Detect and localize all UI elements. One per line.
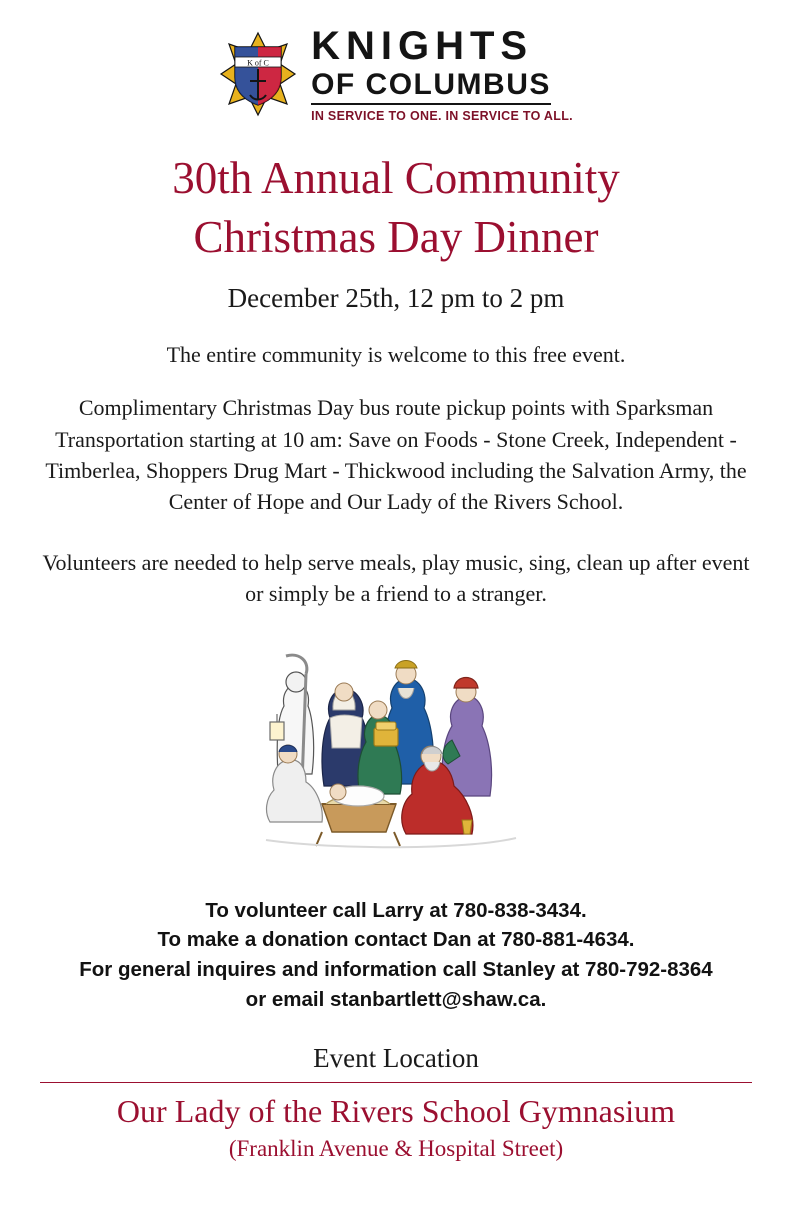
contact-block (22, 896, 770, 1015)
contact-donation-line: To make a donation contact Dan at 780-881-4634. (157, 928, 635, 952)
volunteers-info: Volunteers are needed to help serve meals, play music, sing, clean up after event or simply be a friend to a stranger. (42, 550, 750, 607)
logo-line-knights: KNIGHTS (311, 24, 534, 68)
page-title (22, 149, 770, 268)
venue-name: Our Lady of the Rivers School Gymnasium (116, 1092, 676, 1129)
contact-volunteer-line: To volunteer call Larry at 780-838-3434. (205, 898, 587, 922)
knights-of-columbus-logo (22, 0, 770, 123)
nativity-scene-illustration (226, 644, 566, 874)
venue-address: (Franklin Avenue & Hospital Street) (228, 1135, 564, 1161)
contact-email-line: or email stanbartlett@shaw.ca. (245, 987, 547, 1011)
event-date-time: December 25th, 12 pm to 2 pm (227, 283, 565, 314)
svg-text:K of C: K of C (247, 58, 269, 68)
logo-line-columbus: OF COLUMBUS (311, 70, 551, 105)
welcome-text: The entire community is welcome to this free event. (166, 342, 626, 368)
logo-tagline: IN SERVICE TO ONE. IN SERVICE TO ALL. (311, 109, 573, 123)
illustration-container (22, 644, 770, 874)
divider (40, 1082, 752, 1083)
logo-wordmark (311, 26, 573, 123)
page-title-line-1: 30th Annual Community (172, 152, 620, 203)
page-title-line-2: Christmas Day Dinner (193, 211, 599, 262)
contact-general-line: For general inquires and information call Stanley at 780-792-8364 (79, 958, 713, 982)
knights-of-columbus-emblem (219, 31, 297, 117)
transportation-info: Complimentary Christmas Day bus route pickup points with Sparksman Transportation starting at 10 am: Save on Foods - Stone Creek, Independent - Timberlea, Shoppers Drug Mart - Thickwood including the Salvation Army, the Center of Hope and Our Lady of the Rivers School. (45, 395, 747, 514)
event-location-label: Event Location (313, 1042, 479, 1073)
